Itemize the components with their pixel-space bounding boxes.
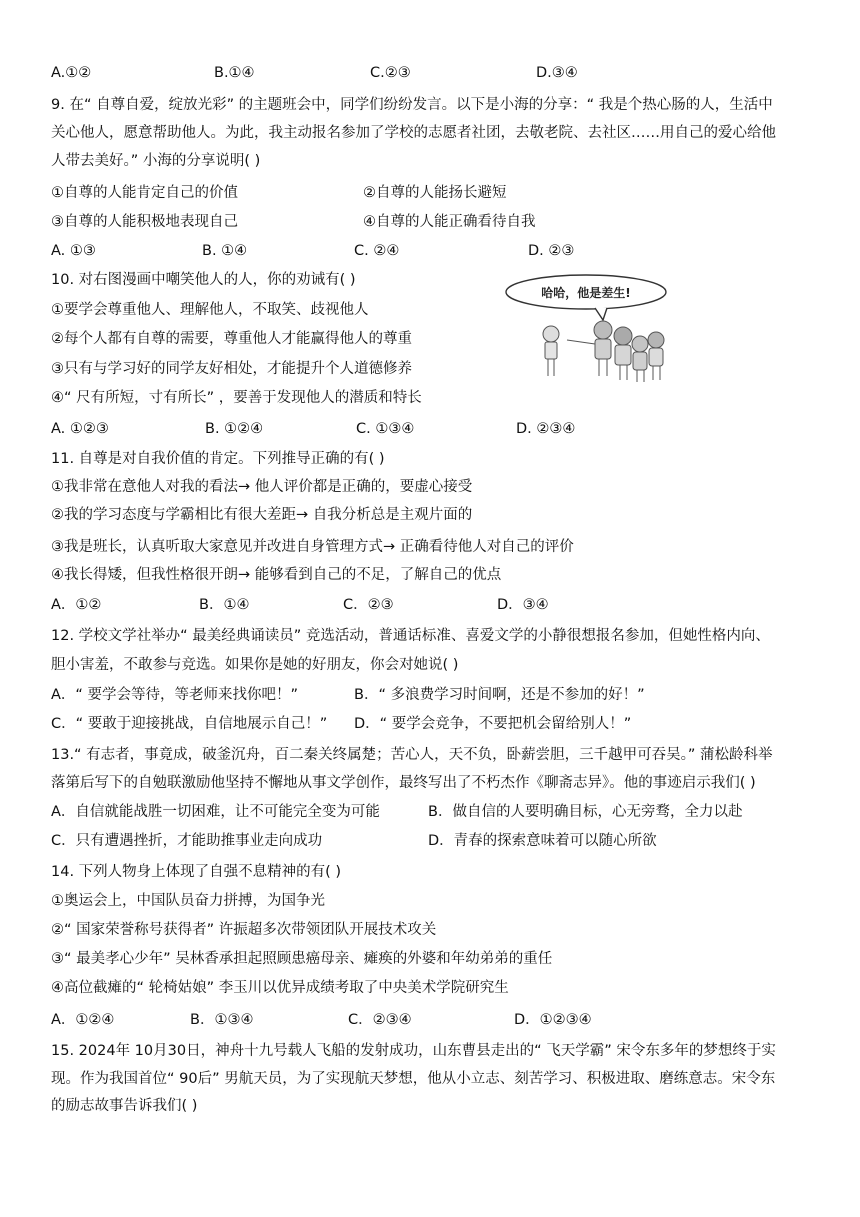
q12-option-b: B．“ 多浪费学习时间啊，还是不参加的好！” xyxy=(354,687,645,703)
q9-option-d: D. ②③ xyxy=(528,243,575,259)
q11-option-d: D．③④ xyxy=(497,597,549,613)
q9-item-2: ②自尊的人能扬长避短 xyxy=(363,185,507,201)
q12-stem-line-2: 胆小害羞，不敢参与竞选。如果你是她的好朋友，你会对她说( ) xyxy=(51,657,459,673)
q14-stem: 14. 下列人物身上体现了自强不息精神的有( ) xyxy=(51,864,342,880)
q11-option-c: C．②③ xyxy=(343,597,394,613)
q12-option-d: D．“ 要学会竞争，不要把机会留给别人！” xyxy=(354,716,632,732)
q12-option-a: A．“ 要学会等待，等老师来找你吧！” xyxy=(51,687,299,703)
q10-item-2: ②每个人都有自尊的需要，尊重他人才能赢得他人的尊重 xyxy=(51,331,412,347)
q14-item-2: ②“ 国家荣誉称号获得者” 许振超多次带领团队开展技术攻关 xyxy=(51,922,437,938)
q9-item-3: ③自尊的人能积极地表现自己 xyxy=(51,214,238,230)
q14-item-3: ③“ 最美孝心少年” 吴林香承担起照顾患癌母亲、瘫痪的外婆和年幼弟弟的重任 xyxy=(51,951,553,967)
q13-option-b: B．做自信的人要明确目标，心无旁骛，全力以赴 xyxy=(428,804,743,820)
q10-stem: 10. 对右图漫画中嘲笑他人的人，你的劝诫有( ) xyxy=(51,272,356,288)
q13-option-d: D．青春的探索意味着可以随心所欲 xyxy=(428,833,657,849)
q10-option-c: C. ①③④ xyxy=(356,421,415,437)
q14-option-b: B．①③④ xyxy=(190,1012,254,1028)
q15-stem-line-2: 现。作为我国首位“ 90后” 男航天员，为了实现航天梦想，他从小立志、刻苦学习、积极进取、磨练意志。宋令东 xyxy=(51,1071,776,1087)
q10-option-b: B. ①②④ xyxy=(205,421,264,437)
q11-item-3: ③我是班长，认真听取大家意见并改进自身管理方式→ 正确看待他人对自己的评价 xyxy=(51,539,574,555)
q14-item-1: ①奥运会上，中国队员奋力拼搏，为国争光 xyxy=(51,893,325,909)
q13-option-c: C．只有遭遇挫折，才能助推事业走向成功 xyxy=(51,833,323,849)
q11-stem: 11. 自尊是对自我价值的肯定。下列推导正确的有( ) xyxy=(51,451,385,467)
q14-option-a: A．①②④ xyxy=(51,1012,115,1028)
q14-option-d: D．①②③④ xyxy=(514,1012,592,1028)
q9-item-4: ④自尊的人能正确看待自我 xyxy=(363,214,536,230)
q13-option-a: A．自信就能战胜一切困难，让不可能完全变为可能 xyxy=(51,804,380,820)
q14-item-4: ④高位截瘫的“ 轮椅姑娘” 李玉川以优异成绩考取了中央美术学院研究生 xyxy=(51,980,509,996)
mocking-cartoon-illustration xyxy=(503,272,675,390)
q9-stem-line-2: 关心他人，愿意帮助他人。为此，我主动报名参加了学校的志愿者社团，去敬老院、去社区……用自己的爱心给他 xyxy=(51,125,776,141)
cartoon-speech-text: 哈哈，他是差生! xyxy=(541,286,631,300)
q8-option-a: A.①② xyxy=(51,65,92,81)
q15-stem-line-3: 的励志故事告诉我们( ) xyxy=(51,1098,198,1114)
q12-option-c: C．“ 要敢于迎接挑战，自信地展示自己！” xyxy=(51,716,328,732)
q11-item-1: ①我非常在意他人对我的看法→ 他人评价都是正确的，要虚心接受 xyxy=(51,479,473,495)
q9-item-1: ①自尊的人能肯定自己的价值 xyxy=(51,185,238,201)
q11-item-4: ④我长得矮，但我性格很开朗→ 能够看到自己的不足，了解自己的优点 xyxy=(51,567,502,583)
laughing-children-group xyxy=(567,321,664,382)
q10-option-a: A. ①②③ xyxy=(51,421,109,437)
q8-option-d: D.③④ xyxy=(536,65,578,81)
q12-stem-line-1: 12. 学校文学社举办“ 最美经典诵读员” 竞选活动，普通话标准、喜爱文学的小静很想报名参加，但她性格内向、 xyxy=(51,628,770,644)
mocked-child-figure xyxy=(543,326,559,376)
q15-stem-line-1: 15. 2024年 10月30日，神舟十九号载人飞船的发射成功，山东曹县走出的“ 飞天学霸” 宋令东多年的梦想终于实 xyxy=(51,1043,776,1059)
q10-item-1: ①要学会尊重他人、理解他人，不取笑、歧视他人 xyxy=(51,302,369,318)
q11-option-a: A．①② xyxy=(51,597,102,613)
q9-option-a: A. ①③ xyxy=(51,243,96,259)
q11-item-2: ②我的学习态度与学霸相比有很大差距→ 自我分析总是主观片面的 xyxy=(51,507,473,523)
q10-option-d: D. ②③④ xyxy=(516,421,576,437)
q11-option-b: B．①④ xyxy=(199,597,250,613)
q8-option-b: B.①④ xyxy=(214,65,255,81)
q9-stem-line-3: 人带去美好。” 小海的分享说明( ) xyxy=(51,153,261,169)
q10-item-3: ③只有与学习好的同学友好相处，才能提升个人道德修养 xyxy=(51,361,412,377)
q13-stem-line-2: 落第后写下的自勉联激励他坚持不懈地从事文学创作，最终写出了不朽杰作《聊斋志异》。他的事迹启示我们( ) xyxy=(51,775,756,791)
q9-stem-line-1: 9. 在“ 自尊自爱，绽放光彩” 的主题班会中，同学们纷纷发言。以下是小海的分享：“ 我是个热心肠的人，生活中 xyxy=(51,97,773,113)
q14-option-c: C．②③④ xyxy=(348,1012,412,1028)
q9-option-c: C. ②④ xyxy=(354,243,400,259)
q8-option-c: C.②③ xyxy=(370,65,411,81)
q9-option-b: B. ①④ xyxy=(202,243,248,259)
q13-stem-line-1: 13.“ 有志者，事竟成，破釜沉舟，百二秦关终属楚；苦心人，天不负，卧薪尝胆，三千越甲可吞吴。” 蒲松龄科举 xyxy=(51,747,773,763)
q10-item-4: ④“ 尺有所短，寸有所长” ，要善于发现他人的潜质和特长 xyxy=(51,390,422,406)
